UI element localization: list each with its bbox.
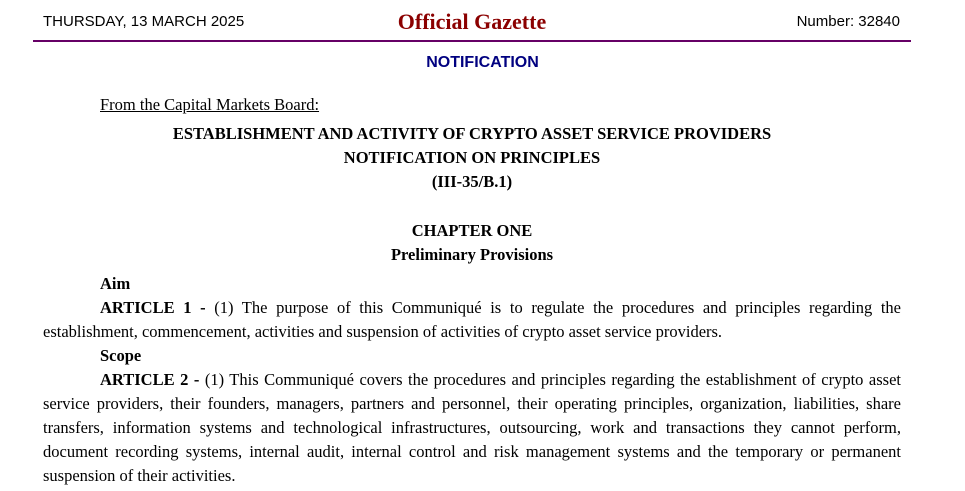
article-1-heading: Aim (100, 274, 131, 293)
article-2-label: ARTICLE 2 - (100, 370, 200, 389)
article-1-body (43, 296, 901, 344)
gazette-title: Official Gazette (397, 9, 547, 34)
issuing-authority: From the Capital Markets Board: (100, 95, 320, 114)
issue-number: Number: 32840 (796, 13, 900, 30)
article-1-text: (1) The purpose of this Communiqué is to regulate the procedures and principles regarding the establishment, commencement, activities and suspension of activities of crypto asset service providers. (43, 298, 901, 341)
issue-date: THURSDAY, 13 MARCH 2025 (43, 13, 245, 30)
document-title-line-3: (III-35/B.1) (431, 172, 513, 191)
chapter-title: CHAPTER ONE (411, 221, 533, 240)
chapter-subtitle: Preliminary Provisions (390, 245, 554, 264)
document-title-line-2: NOTIFICATION ON PRINCIPLES (343, 148, 601, 167)
article-2-heading: Scope (100, 346, 142, 365)
gazette-header (33, 0, 911, 42)
article-2-text: (1) This Communiqué covers the procedures and principles regarding the establishment of crypto asset service providers, their founders, managers, partners and personnel, their operating principles, organization, liabilities, share transfers, information systems and technological infrastructures, outsourcing, work and transactions they cannot perform, document recording systems, internal audit, internal control and risk management systems and the temporary or permanent suspension of their activities. (43, 370, 901, 485)
section-label: NOTIFICATION (426, 54, 539, 71)
document-title-line-1: ESTABLISHMENT AND ACTIVITY OF CRYPTO ASSET SERVICE PROVIDERS (172, 124, 772, 143)
article-1-label: ARTICLE 1 - (100, 298, 206, 317)
article-2-body (43, 368, 901, 488)
